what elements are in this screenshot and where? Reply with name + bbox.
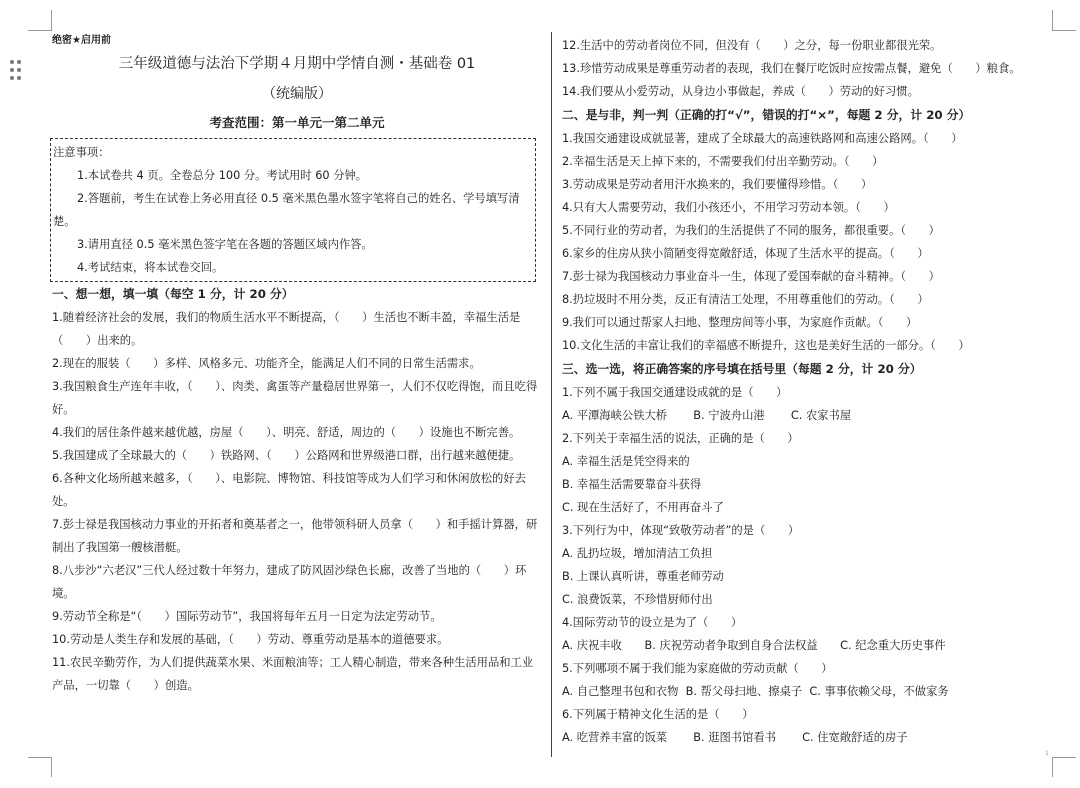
fill-question: 2.现在的服装（ ）多样、风格多元、功能齐全，能满足人们不同的日常生活需求。 (52, 357, 481, 370)
section-heading: 二、是与非，判一判（正确的打“√”，错误的打“×”，每题 2 分，计 20 分） (562, 108, 971, 122)
judge-question: 4.只有大人需要劳动，我们小孩还小，不用学习劳动本领。（ ） (562, 201, 895, 214)
notice-heading: 注意事项： (53, 146, 110, 159)
fill-question: 5.我国建成了全球最大的（ ）铁路网、（ ）公路网和世界级港口群，出行越来越便捷。 (52, 449, 521, 462)
section-heading: 一、想一想，填一填（每空 1 分，计 20 分） (52, 287, 294, 301)
fill-question: 8.八步沙“六老汉”三代人经过数十年努力，建成了防风固沙绿色长廊，改善了当地的（ ）环境。 (52, 564, 527, 600)
choice-option: A. 乱扔垃圾，增加清洁工负担 (562, 547, 713, 560)
choice-options: A. 吃营养丰富的饭菜 B. 逛图书馆看书 C. 住宽敞舒适的房子 (562, 731, 908, 744)
notice-item: 4.考试结束，将本试卷交回。 (77, 261, 224, 274)
choice-question: 5.下列哪项不属于我们能为家庭做的劳动贡献（ ） (562, 662, 833, 675)
choice-question: 3.下列行为中，体现“致敬劳动者”的是（ ） (562, 524, 800, 537)
choice-options: A. 平潭海峡公铁大桥 B. 宁波舟山港 C. 农家书屋 (562, 409, 852, 422)
judge-question: 2.幸福生活是天上掉下来的，不需要我们付出辛勤劳动。（ ） (562, 155, 884, 168)
judge-question: 9.我们可以通过帮家人扫地、整理房间等小事，为家庭作贡献。（ ） (562, 316, 918, 329)
crop-mark (28, 30, 52, 31)
column-divider (551, 32, 552, 757)
choice-options: A. 庆祝丰收 B. 庆祝劳动者争取到自身合法权益 C. 纪念重大历史事件 (562, 639, 946, 652)
judge-question: 8.扔垃圾时不用分类，反正有清洁工处理，不用尊重他们的劳动。（ ） (562, 293, 929, 306)
fill-question: 9.劳动节全称是“（ ）国际劳动节”，我国将每年五月一日定为法定劳动节。 (52, 610, 442, 623)
fill-question: 12.生活中的劳动者岗位不同，但没有（ ）之分，每一份职业都很光荣。 (562, 39, 942, 52)
choice-option: B. 上课认真听讲，尊重老师劳动 (562, 570, 724, 583)
secret-label: 绝密★启用前 (52, 35, 111, 46)
judge-question: 5.不同行业的劳动者，为我们的生活提供了不同的服务，都很重要。（ ） (562, 224, 940, 237)
choice-options: A. 自己整理书包和衣物 B. 帮父母扫地、擦桌子 C. 事事依赖父母，不做家务 (562, 685, 949, 698)
fill-question: 4.我们的居住条件越来越优越，房屋（ ）、明亮、舒适，周边的（ ）设施也不断完善。 (52, 426, 521, 439)
choice-question: 2.下列关于幸福生活的说法，正确的是（ ） (562, 432, 799, 445)
judge-question: 6.家乡的住房从狭小简陋变得宽敞舒适，体现了生活水平的提高。（ ） (562, 247, 929, 260)
crop-mark (1052, 757, 1076, 758)
choice-option: C. 现在生活好了，不用再奋斗了 (562, 501, 724, 514)
right-column (562, 34, 1057, 749)
choice-question: 1.下列不属于我国交通建设成就的是（ ） (562, 386, 788, 399)
crop-mark (28, 757, 52, 758)
choice-option: C. 浪费饭菜，不珍惜厨师付出 (562, 593, 713, 606)
fill-question: 11.农民辛勤劳作，为人们提供蔬菜水果、米面粮油等；工人精心制造，带来各种生活用品和工业产品，一切靠（ ）创造。 (52, 656, 534, 692)
notice-item: 3.请用直径 0.5 毫米黑色签字笔在各题的答题区域内作答。 (77, 238, 373, 251)
drag-handle-icon[interactable] (10, 60, 24, 82)
notice-item: 1.本试卷共 4 页。全卷总分 100 分。考试用时 60 分钟。 (77, 169, 368, 182)
choice-question: 4.国际劳动节的设立是为了（ ） (562, 616, 743, 629)
crop-mark (51, 757, 52, 777)
fill-question: 6.各种文化场所越来越多，（ ）、电影院、博物馆、科技馆等成为人们学习和休闲放松的好去处。 (52, 472, 526, 508)
fill-question: 7.彭士禄是我国核动力事业的开拓者和奠基者之一，他带领科研人员拿（ ）和手摇计算器，研制出了我国第一艘核潜艇。 (52, 518, 538, 554)
crop-mark (1052, 757, 1053, 777)
notice-item: 2.答题前，考生在试卷上务必用直径 0.5 毫米黑色墨水签字笔将自己的姓名、学号填写清楚。 (53, 192, 520, 228)
exam-title: 三年级道德与法治下学期４月期中学情自测・基础卷 01 (118, 56, 476, 72)
section-heading: 三、选一选，将正确答案的序号填在括号里（每题 2 分，计 20 分） (562, 362, 922, 376)
fill-question: 10.劳动是人类生存和发展的基础，（ ）劳动、尊重劳动是基本的道德要求。 (52, 633, 449, 646)
notice-box (50, 138, 536, 282)
exam-edition: （统编版） (262, 86, 332, 102)
judge-question: 7.彭士禄为我国核动力事业奋斗一生，体现了爱国奉献的奋斗精神。（ ） (562, 270, 940, 283)
fill-question: 14.我们要从小爱劳动，从身边小事做起，养成（ ）劳动的好习惯。 (562, 85, 919, 98)
choice-question: 6.下列属于精神文化生活的是（ ） (562, 708, 754, 721)
fill-question: 3.我国粮食生产连年丰收，（ ）、肉类、禽蛋等产量稳居世界第一，人们不仅吃得饱，而且吃得好。 (52, 380, 538, 416)
crop-mark (1052, 10, 1053, 31)
exam-scope: 考查范围：第一单元一第二单元 (209, 115, 385, 130)
judge-question: 10.文化生活的丰富让我们的幸福感不断提升，这也是美好生活的一部分。（ ） (562, 339, 970, 352)
choice-option: B. 幸福生活需要靠奋斗获得 (562, 478, 702, 491)
judge-question: 3.劳动成果是劳动者用汗水换来的，我们要懂得珍惜。（ ） (562, 178, 873, 191)
fill-question: 1.随着经济社会的发展，我们的物质生活水平不断提高，（ ）生活也不断丰盈，幸福生活是（ ）出来的。 (52, 311, 521, 347)
choice-option: A. 幸福生活是凭空得来的 (562, 455, 690, 468)
crop-mark (1052, 30, 1076, 31)
page-number: 1 (1045, 750, 1049, 757)
judge-question: 1.我国交通建设成就显著，建成了全球最大的高速铁路网和高速公路网。（ ） (562, 132, 963, 145)
left-column (52, 34, 542, 697)
fill-question: 13.珍惜劳动成果是尊重劳动者的表现，我们在餐厅吃饭时应按需点餐，避免（ ）粮食。 (562, 62, 1021, 75)
crop-mark (51, 10, 52, 31)
